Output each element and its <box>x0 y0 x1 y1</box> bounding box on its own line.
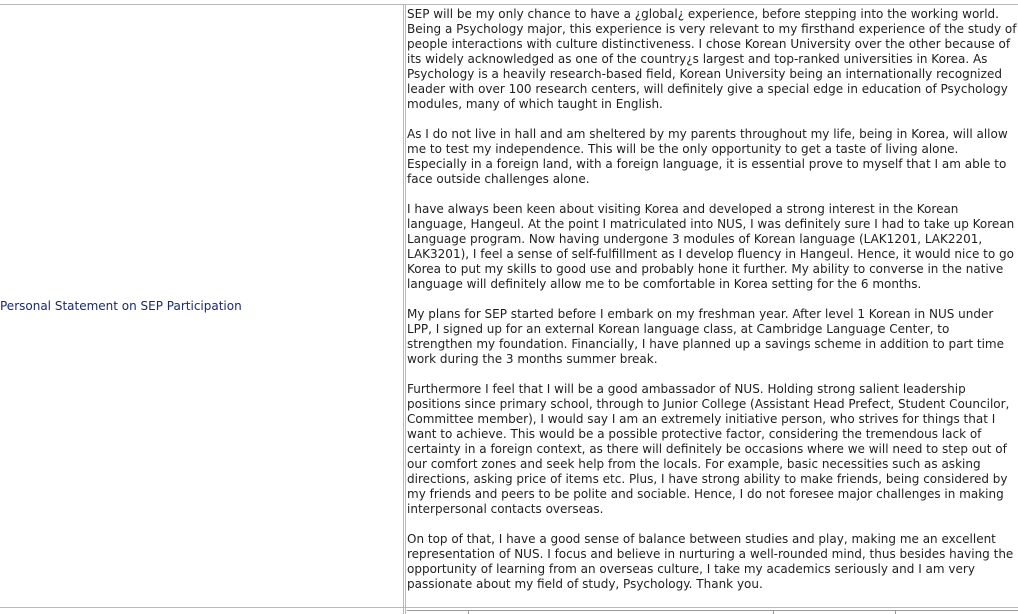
row-label: Personal Statement on SEP Participation <box>0 299 242 313</box>
table-row-bottom-border <box>0 607 1018 608</box>
statement-paragraph-1: SEP will be my only chance to have a ¿global¿ experience, before stepping into the working world. Being a Psychology major, this experience is very relevant to my firsthand experience of the study of people interactions with culture distinctiveness. I chose Korean University over the other because of its widely acknowledged as one of the country¿s largest and top-ranked universities in Korea. As Psychology is a heavily research-based field, Korean University being an internationally recognized leader with over 100 research centers, will definitely give a special edge in education of Psychology modules, many of which taught in English. <box>407 7 1017 111</box>
next-row-cell-divider <box>895 610 896 614</box>
next-row-cell-divider <box>773 610 774 614</box>
table-column-divider-inner <box>405 5 406 614</box>
statement-paragraph-2: As I do not live in hall and am sheltered by my parents throughout my life, being in Korea, will allow me to test my independence. This will be the only opportunity to get a taste of living alone. Especially in a foreign land, with a foreign language, it is essential prove to myself that I am able to face outside challenges alone. <box>407 127 1008 186</box>
statement-paragraph-3: I have always been keen about visiting Korea and developed a strong interest in the Korean language, Hangeul. At the point I matriculated into NUS, I was definitely sure I had to take up Korean Language program. Now having undergone 3 modules of Korean language (LAK1201, LAK2201, LAK3201), I feel a sense of self-fulfillment as I develop fluency in Hangeul. Hence, it would nice to go Korea to put my skills to good use and probably hone it further. My ability to converse in the native language will definitely allow me to be comfortable in Korea setting for the 6 months. <box>407 202 1015 291</box>
table-top-border <box>0 4 1018 5</box>
statement-paragraph-4: My plans for SEP started before I embark on my freshman year. After level 1 Korean in NUS under LPP, I signed up for an external Korean language class, at Cambridge Language Center, to strengthen my foundation. Financially, I have planned up a savings scheme in addition to part time work during the 3 months summer break. <box>407 307 1004 366</box>
next-row-cell-divider <box>468 610 469 614</box>
next-row-top-border <box>407 610 1018 611</box>
table-column-divider <box>403 5 404 614</box>
personal-statement-text <box>407 7 1018 607</box>
statement-paragraph-6: On top of that, I have a good sense of balance between studies and play, making me an excellent representation of NUS. I focus and believe in nurturing a well-rounded mind, thus besides having the opportunity of learning from an overseas culture, I take my academics seriously and I am very passionate about my field of study, Psychology. Thank you. <box>407 532 1014 591</box>
statement-paragraph-5: Furthermore I feel that I will be a good ambassador of NUS. Holding strong salient leadership positions since primary school, through to Junior College (Assistant Head Prefect, Student Councilor, Committee member), I would say I am an extremely initiative person, who strives for things that I want to achieve. This would be a possible protective factor, considering the tremendous lack of certainty in a foreign context, as there will definitely be occasions where we will need to step out of our comfort zones and seek help from the locals. For example, basic necessities such as asking directions, asking price of items etc. Plus, I have strong ability to make friends, being considered by my friends and peers to be polite and sociable. Hence, I do not foresee major challenges in making interpersonal contacts overseas. <box>407 382 1010 516</box>
